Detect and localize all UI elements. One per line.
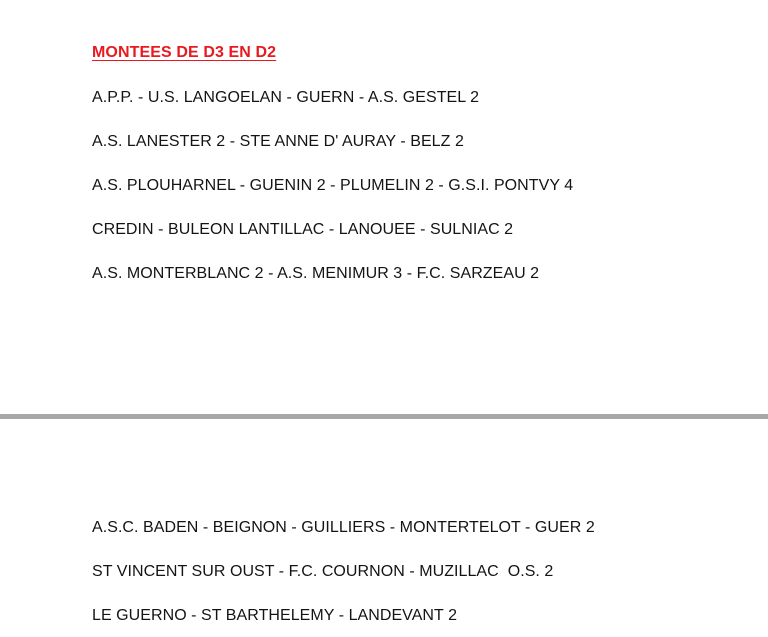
section-title-d3-d2: MONTEES DE D3 EN D2 [92, 44, 277, 61]
section2-line-2: ST VINCENT SUR OUST - F.C. COURNON - MUZILLAC O.S. 2 [92, 563, 554, 580]
section2-line-1: A.S.C. BADEN - BEIGNON - GUILLIERS - MONTERTELOT - GUER 2 [92, 519, 595, 536]
section1-line-1: A.P.P. - U.S. LANGOELAN - GUERN - A.S. GESTEL 2 [92, 89, 480, 106]
section1-line-5: A.S. MONTERBLANC 2 - A.S. MENIMUR 3 - F.C. SARZEAU 2 [92, 265, 540, 282]
section2-line-3: LE GUERNO - ST BARTHELEMY - LANDEVANT 2 [92, 607, 458, 624]
page-divider [0, 414, 768, 419]
section1-line-4: CREDIN - BULEON LANTILLAC - LANOUEE - SULNIAC 2 [92, 221, 514, 238]
section1-line-3: A.S. PLOUHARNEL - GUENIN 2 - PLUMELIN 2 - G.S.I. PONTVY 4 [92, 177, 574, 194]
section1-line-2: A.S. LANESTER 2 - STE ANNE D' AURAY - BELZ 2 [92, 133, 464, 150]
